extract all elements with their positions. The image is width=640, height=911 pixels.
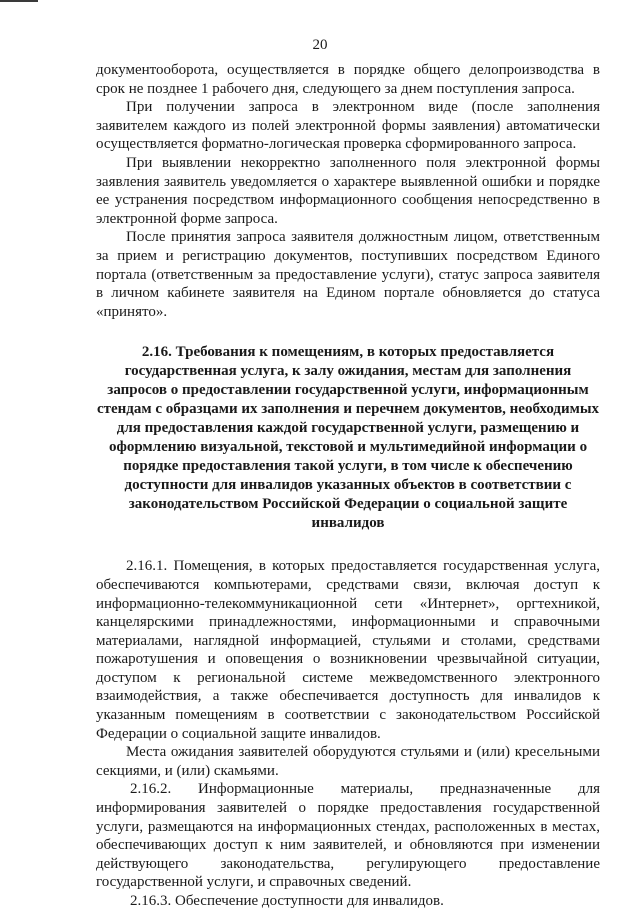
page-number: 20 [312, 37, 328, 53]
paragraph-2-16-2: 2.16.2. Информационные материалы, предназначенные для информирования заявителей о порядке предоставления государственной услуги, размещаются на информационных стендах, расположенных в местах, обеспечивающих доступ к ним заявителей, и обновляются при изменении действующего законодательства, регулирующего предоставление государственной услуги, и справочных сведений. [96, 781, 600, 891]
paragraph-3: При выявлении некорректно заполненного поля электронной формы заявления заявитель уведомляется о характере выявленной ошибки и порядке ее устранения посредством информационного сообщения непосредственно в электронной форме запроса. [96, 154, 600, 227]
paragraph-waiting-places: Места ожидания заявителей оборудуются стульями и (или) кресельными секциями, и (или) скамьями. [96, 744, 600, 779]
paragraph-4: После принятия запроса заявителя должностным лицом, ответственным за прием и регистрацию документов, поступивших посредством Единого портала (ответственным за предоставление услуги), статус запроса заявителя в личном кабинете заявителя на Едином портале обновляется до статуса «принято». [96, 229, 600, 320]
section-heading: 2.16. Требования к помещениям, в которых предоставляется государственная услуга, к залу ожидания, местам для заполнения запросов о предоставлении государственной услуги, информационным стендам с образцами их заполнения и перечнем документов, необходимых для предоставления каждой государственной услуги, размещению и оформлению визуальной, текстовой и мультимедийной информации о порядке предоставления такой услуги, в том числе к обеспечению доступности для инвалидов указанных объектов в соответствии с законодательством Российской Федерации о социальной защите инвалидов [96, 344, 600, 532]
document-body [96, 61, 600, 911]
paragraph-2-16-3: 2.16.3. Обеспечение доступности для инвалидов. [130, 893, 444, 909]
paragraph-2-16-1: 2.16.1. Помещения, в которых предоставляется государственная услуга, обеспечиваются компьютерами, средствами связи, включая доступ к информационно-телекоммуникационной сети «Интернет», оргтехникой, канцелярскими принадлежностями, информационными и справочными материалами, наглядной информацией, стульями и столами, средствами пожаротушения и оповещения о возникновении чрезвычайной ситуации, доступом к региональной системе межведомственного электронного взаимодействия, а также обеспечивается доступность для инвалидов к указанным помещениям в соответствии с законодательством Российской Федерации о социальной защите инвалидов. [96, 558, 600, 742]
paragraph-2: При получении запроса в электронном виде (после заполнения заявителем каждого из полей электронной формы заявления) автоматически осуществляется форматно-логическая проверка сформированного запроса. [96, 99, 600, 153]
top-edge-rule [0, 0, 38, 2]
paragraph-1: документооборота, осуществляется в порядке общего делопроизводства в срок не позднее 1 рабочего дня, следующего за днем поступления запроса. [96, 62, 600, 97]
